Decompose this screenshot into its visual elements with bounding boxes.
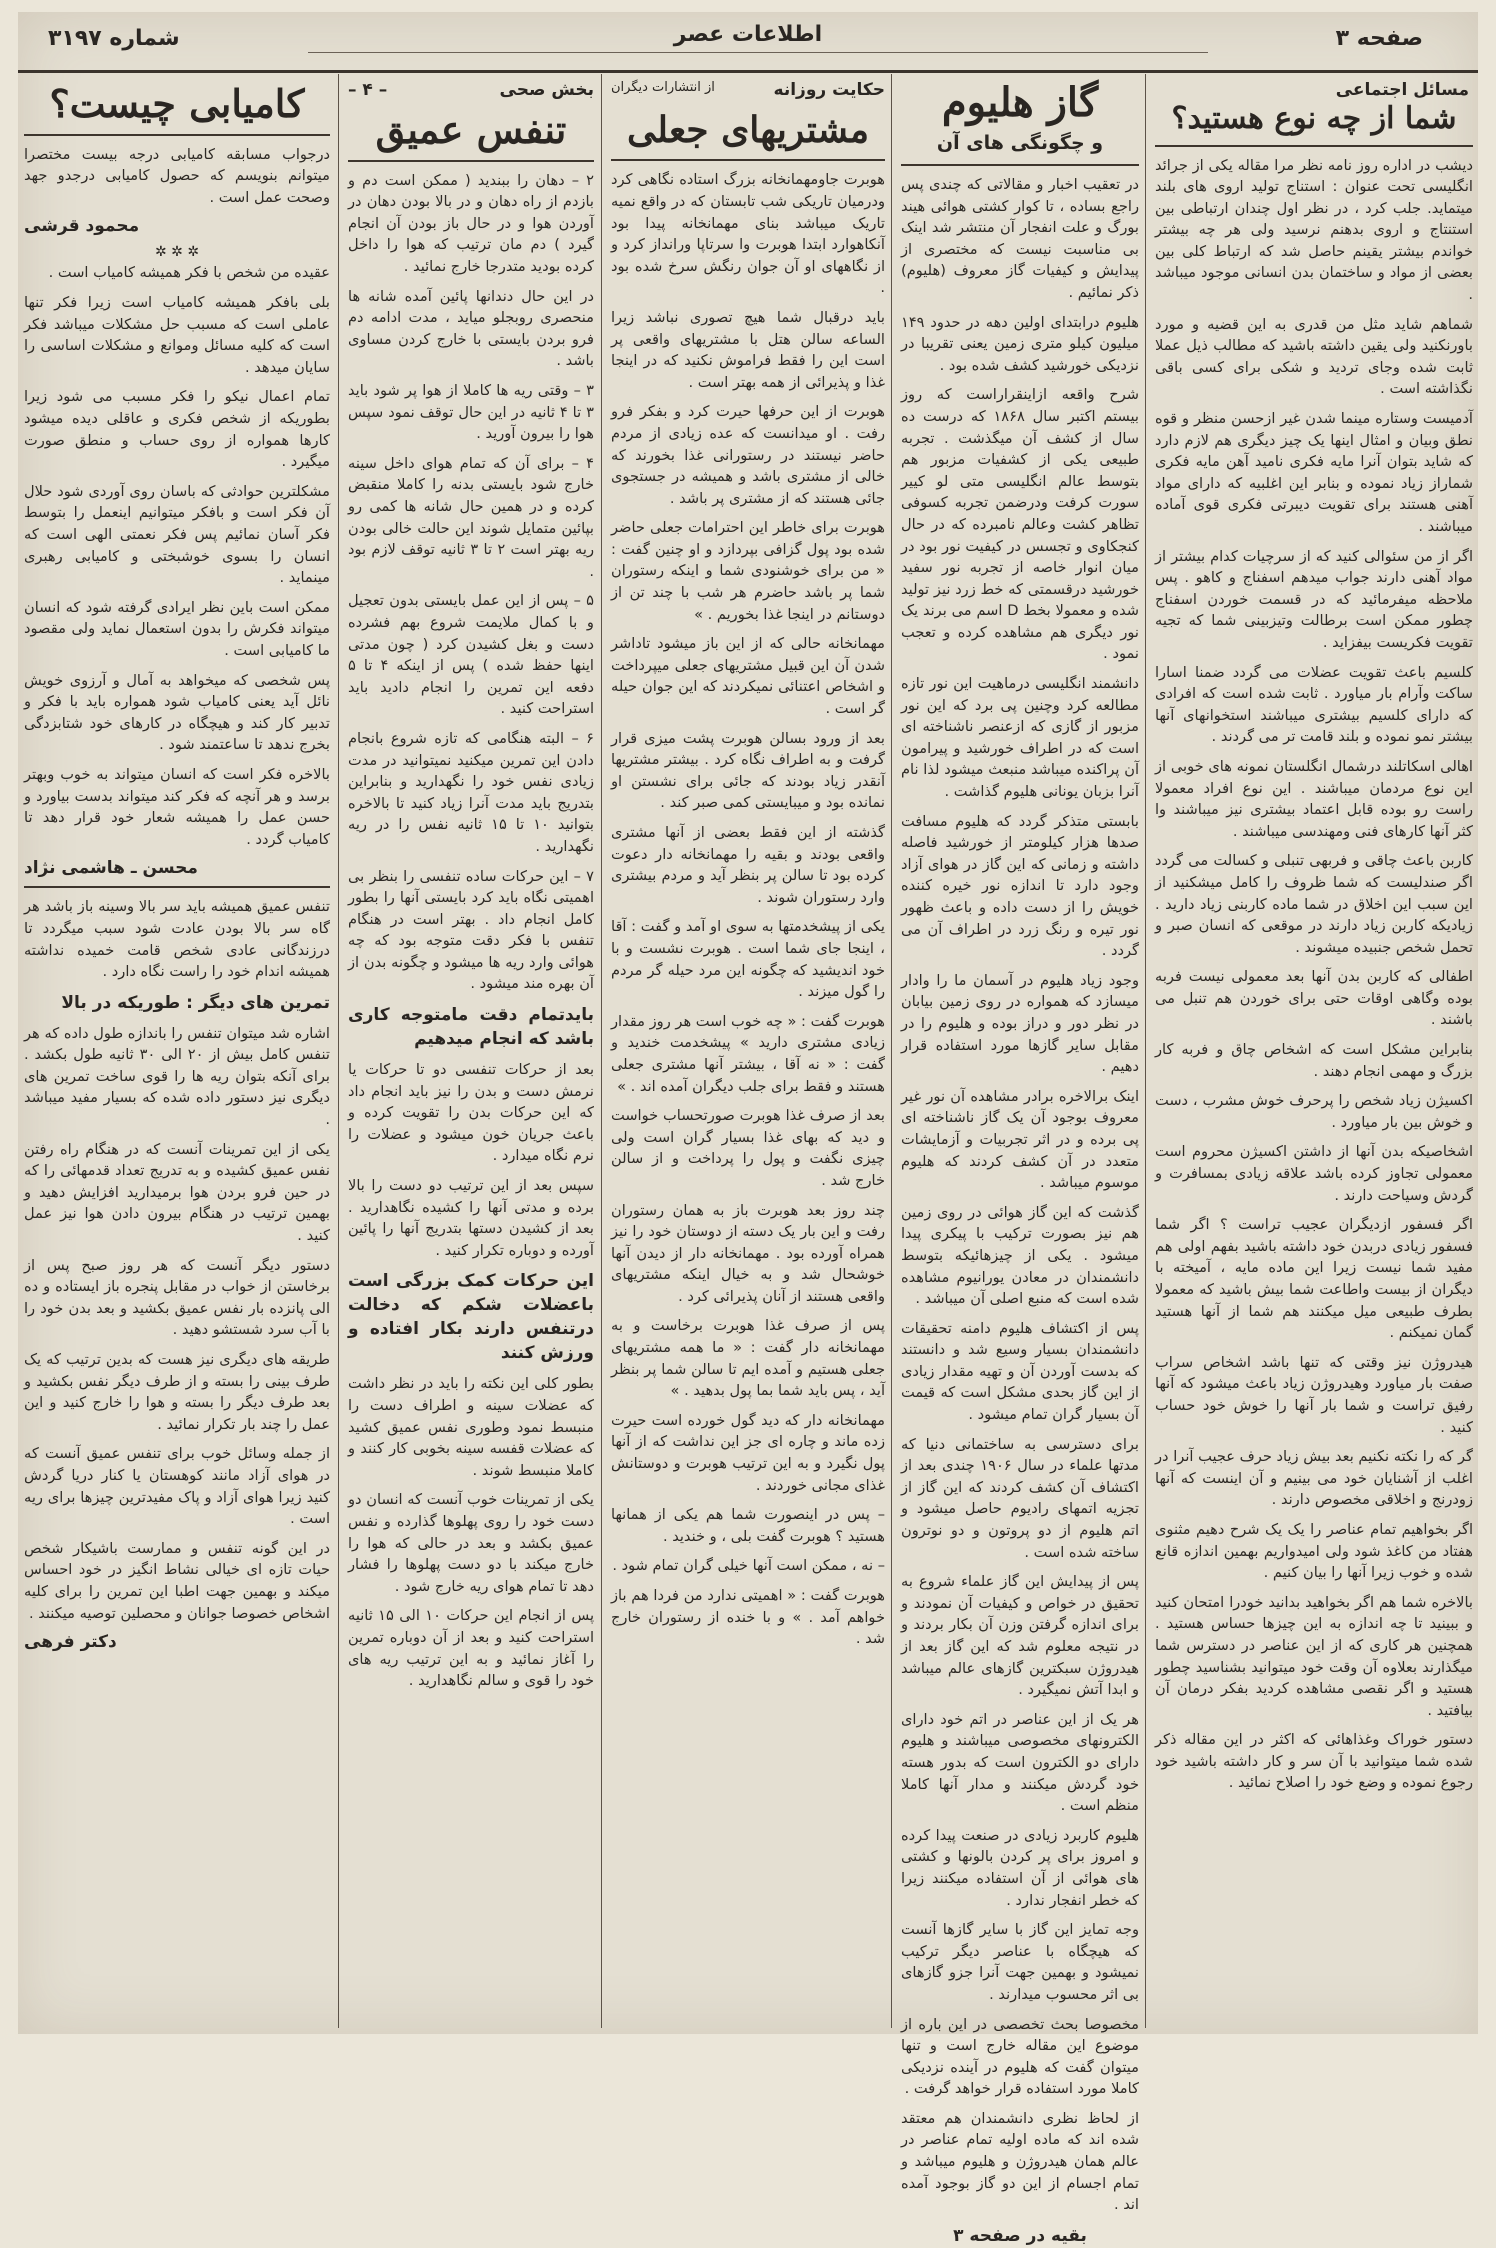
column-rule <box>1145 74 1146 2028</box>
paragraph: کاربن باعث چاقی و فربهی تنبلی و کسالت می گردد اگر صندلیست که شما ظروف را کامل میشکنید از این سبب این اخلاق در شما ماده کاربنی زیاد دارید . زیادیکه کاربن زیاد دارند در موقعی که انسان صبر و تحمل شخص جنبیده میشوند . <box>1155 852 1473 956</box>
paragraph: دانشمند انگلیسی درماهیت این نور تازه مطالعه کرد وچنین پی برد که این نور مزبور از گازی که ازعنصر ناشناخته ای است که در اطراف خورشید و پیرامون آن پراکنده میباشد منبعث میشود لذا نام آنرا بزبان یونانی هلیوم گذاشت . <box>901 675 1139 801</box>
paragraph: عقیده من شخص با فکر همیشه کامیاب است . <box>48 264 330 282</box>
article-headline: شما از چه نوع هستید؟ <box>1171 101 1457 136</box>
article-social-issues <box>1155 74 1473 2028</box>
divider <box>1155 145 1473 147</box>
author-byline: دکتر فرهی <box>24 1632 117 1653</box>
paragraph: برای دسترسی به ساختمانی دنیا که مدتها علماء در سال ۱۹۰۶ چندی بعد از اکتشاف آن کشف کردند که این گاز از تجزیه اتمهای رادیوم حاصل میشود و اتم هلیوم از دو پروتون و دو نوترون ساخته شده است . <box>901 1435 1139 1561</box>
column-rule <box>891 74 892 2028</box>
paragraph: مهمانخانه دار که دید گول خورده است حیرت زده ماند و چاره ای جز این نداشت که از آنها پول نگیرد و به این ترتیب هوبرت و دوستانش غذای مجانی خوردند . <box>611 1411 885 1494</box>
paragraph: وجه تمایز این گاز با سایر گازها آنست که هیچگاه با عناصر دیگر ترکیب نمیشود و بهمین جهت آنرا جزو گازهای بی اثر محسوب میدارند . <box>901 1921 1139 2003</box>
article-headline: کامیابی چیست؟ <box>49 81 305 126</box>
paragraph: – پس در اینصورت شما هم یکی از همانها هستید ؟ هوبرت گفت بلی ، و خندید . <box>611 1506 885 1545</box>
divider <box>901 164 1139 166</box>
paragraph: هلیوم کاربرد زیادی در صنعت پیدا کرده و امروز برای پر کردن بالونها و کشتی های هوائی از آن استفاده میکنند زیرا که خطر انفجار ندارد . <box>901 1826 1139 1909</box>
paragraph: – نه ، ممکن است آنها خیلی گران تمام شود . <box>612 1557 885 1575</box>
author-byline: محسن ـ هاشمی نژاد <box>24 858 198 879</box>
section-kicker: بخش صحی <box>499 80 594 100</box>
paragraph: پس از صرف غذا هوبرت برخاست و به مهمانخانه دار گفت : « ما همه مشتریهای جعلی هستیم و آمده ایم تا سالن شما پر بنظر آید ، پس باید شما بما پول بدهید . » <box>611 1317 885 1400</box>
paragraph: مخصوصا بحث تخصصی در این باره از موضوع این مقاله خارج است و تنها میتوان گفت که هلیوم در آینده نزدیکی کاملا مورد استفاده قرار خواهد گرفت . <box>901 2015 1139 2098</box>
paragraph: ممکن است باین نظر ایرادی گرفته شود که انسان میتواند فکرش را بدون استعمال نماید ولی مقصود ما کامیابی است . <box>24 598 330 659</box>
masthead <box>18 12 1478 73</box>
paragraph: هیدروژن نیز وقتی که تنها باشد اشخاص سراب صفت بار میاورد وهیدروژن زیاد باعث میشود که آنها رفیق تراست و شما بار آنها را خوش خود حساب کنید . <box>1155 1353 1473 1436</box>
paragraph: مهمانخانه حالی که از این باز میشود تاداشر شدن آن این قبیل مشتریهای جعلی میپرداخت و اشخاص اعتنائی نمیکردند که این جوان حیله گر است . <box>611 635 885 718</box>
paragraph: پس شخصی که میخواهد به آمال و آرزوی خویش نائل آید یعنی کامیاب شود همواره باید با فکر و تدبیر کار کند و هیچگاه در کارهای خود شتابزدگی بخرج ندهد تا ساعتمند شود . <box>24 671 330 754</box>
paragraph: شماهم شاید مثل من قدری به این قضیه و مورد باورنکنید ولی یقین داشته باشید که مطالب ذیل عملا ثابت شده وجای تردید و شکی برای کسی باقی نگذاشته است . <box>1155 315 1473 398</box>
paragraph: ۴ – برای آن که تمام هوای داخل سینه خارج شود بایستی بدنه را کاملا منقبض کرده و در همین حال شانه ها کمی رو بپائین متمایل شوند این حالت خالی بودن ریه بهتر است ۲ تا ۳ ثانیه توقف لازم بود . <box>348 454 594 580</box>
ornament: ✲ ✲ ✲ <box>154 244 200 261</box>
paragraph: یکی از این تمرینات آنست که در هنگام راه رفتن نفس عمیق کشیده و به تدریج تعداد قدمهائی را که در حین فرو بردن هوا برمیدارید افزایش دهید و بهمین ترتیب در هنگام بیرون دادن هوا نیز عمل کنید . <box>24 1140 330 1245</box>
author-byline: محمود قرشی <box>24 216 140 237</box>
paragraph: بابستی متذکر گردد که هلیوم مسافت صدها هزار کیلومتر از خورشید فاصله داشته و زمانی که این گاز در هوای آزاد وجود دارد تا اندازه نور خیره کننده خویش را از دست داده و باعث ظهور نور تیره و رنگ زرد در اطراف آن می گردد . <box>901 812 1139 960</box>
paragraph: هوبرت گفت : « چه خوب است هر روز مقدار زیادی مشتری دارید » پیشخدمت خندید و گفت : « نه آقا ، بیشتر آنها مشتری جعلی هستند و فقط برای جلب دیگران آمده اند . » <box>611 1012 885 1095</box>
paragraph: هوبرت از این حرفها حیرت کرد و بفکر فرو رفت . او میدانست که عده زیادی از مردم حاضر نیستند در رستورانی غذا بخورند که خالی از مشتری باشد و همیشه در جستجوی جائی هستند که از مشتری پر باشد . <box>611 403 885 507</box>
article-fake-customers <box>611 74 885 2028</box>
paragraph: گذشت که این گاز هوائی در روی زمین هم نیز بصورت ترکیب با پیکری پیدا میشود . یکی از چیزهائیکه بتوسط دانشمندان در معادن یورانیوم مشاهده شده است که منبع اصلی آن میباشد . <box>901 1203 1139 1308</box>
paragraph: در تعقیب اخبار و مقالاتی که چندی پس راجع بساده ، تا کوار کشتی هوائی هیند بورگ و علت انفجار آن منتشر شد اینک بی مناسبت نیست که مختصری از پیدایش و کیفیات گاز معروف (هلیوم) ذکر نمائیم . <box>901 176 1139 301</box>
paragraph: طریقه های دیگری نیز هست که بدین ترتیب که یک طرف بینی را بسته و از طرف دیگر نفس بکشید و بعد طرف دیگر را بسته و هوا را خارج کنید و این عمل را چند بار تکرار نمائید . <box>24 1351 330 1433</box>
paragraph: بعد از صرف غذا هوبرت صورتحساب خواست و دید که بهای غذا بسیار گران است ولی چیزی نگفت و پول را پرداخت و از سالن خارج شد . <box>611 1107 885 1189</box>
paragraph: اشخاصیکه بدن آنها از داشتن اکسیژن محروم است معمولی تجاوز کرده باشد علاقه زیادی بمسافرت و گردش وسیاحت دارند . <box>1155 1143 1473 1204</box>
source-note: از انتشارات دیگران <box>611 80 715 95</box>
paragraph: تنفس عمیق همیشه باید سر بالا وسینه باز باشد هر گاه سر بالا بودن عادت شود سبب میگردد تا درزندگانی عادی شخص قامت خمیده نداشته همیشه اندام خود را راست نگاه دارد . <box>24 898 330 981</box>
paper-name: اطلاعات عصر <box>673 22 823 47</box>
paragraph: بطور کلی این نکته را باید در نظر داشت که عضلات سینه و اطراف دست را منبسط نمود وطوری نفس عمیق کشید که عضلات قفسه سینه بخوبی کار کنند و کاملا منبسط شوند . <box>348 1375 594 1479</box>
article-success <box>24 74 330 2028</box>
article-helium <box>901 74 1139 2246</box>
article-headline: مشتریهای جعلی <box>627 109 869 151</box>
paragraph: تمام اعمال نیکو را فکر مسبب می شود زیرا بطوریکه از شخص فکری و عاقلی دیده میشود کارها همواره از روی حساب و منطق صورت میگیرد . <box>24 388 330 471</box>
paragraph: هوبرت برای خاطر این احترامات جعلی حاضر شده بود پول گزافی بپردازد و او چنین گفت : « من برای خوشنودی شما و اینکه رستوران شما پر باشد حاضرم هر شب با چند تن از دوستانم در اینجا غذا بخوریم . » <box>611 519 885 623</box>
paragraph: یکی از پیشخدمتها به سوی او آمد و گفت : آقا ، اینجا جای شما است . هوبرت نشست و با خود اندیشید که چگونه این مرد حیله گر مردم را گول میزند . <box>611 918 885 1001</box>
paragraph: در این حال دندانها پائین آمده شانه ها منحصری روبجلو میاید ، مدت ادامه دم فرو بردن بایستی با خارج کردن مساوی باشد . <box>348 287 594 370</box>
paragraph: در این گونه تنفس و ممارست باشیکار شخص حیات تازه ای خیالی نشاط انگیز در خود احساس میکند و بهمین جهت اطبا این تمرین را برای کلیه اشخاص خصوصا جوانان و محصلین توصیه میکنند . <box>24 1539 330 1622</box>
paragraph: باید درقبال شما هیچ تصوری نباشد زیرا الساعه سالن هتل با مشتریهای واقعی پر است این را فقط فراموش نکنید که در اینجا غذا و پذیرائی از همه بهتر است . <box>611 308 885 391</box>
divider <box>611 159 885 161</box>
paragraph: بعد از حرکات تنفسی دو تا حرکات یا نرمش دست و بدن را نیز باید انجام داد که این حرکات بدن را تقویت کرده و باعث جریان خون میشود و عضلات را نرم نگاه میدارد . <box>348 1061 594 1165</box>
paragraph: پس از پیدایش این گاز علماء شروع به تحقیق در خواص و کیفیات آن نمودند و برای اندازه گرفتن وزن آن بکار بردند و در نتیجه معلوم شد که این گاز بعد از هیدروژن سبکترین گازهای عالم میباشد و ابدا آتش نمیگیرد . <box>901 1573 1139 1699</box>
paragraph: گذشته از این فقط بعضی از آنها مشتری واقعی بودند و بقیه را مهمانخانه دار دعوت کرده بود تا سالن پر بنظر آید و مردم بیشتری وارد رستوران شوند . <box>611 824 885 906</box>
divider <box>348 160 594 162</box>
article-headline: تنفس عمیق <box>375 107 567 152</box>
paragraph: اگر از من سئوالی کنید که از سرچیات کدام بیشتر از مواد آهنی دارند جواب میدهم اسفناج و کاهو . پس ملاحظه میفرمائید که در قسمت خوردن اسفناج چطور ممکن است برطالت وتیزبینی شما که تجیه تقویت فکریست بیفزاید . <box>1155 547 1473 651</box>
paragraph: دستور دیگر آنست که هر روز صبح پس از برخاستن از خواب در مقابل پنجره باز ایستاده و ده الی پانزده بار نفس عمیق بکشید و بعد بدن خود را با آب سرد شستشو دهید . <box>24 1256 330 1339</box>
paragraph: اگر بخواهیم تمام عناصر را یک یک شرح دهیم مثنوی هفتاد من کاغذ شود ولی امیدواریم بهمین اندازه قانع شده و خوب زیرا آنها را بیان کنیم . <box>1155 1520 1473 1582</box>
paragraph: چند روز بعد هوبرت باز به همان رستوران رفت و این بار یک دسته از دوستان خود را نیز همراه آورده بود . مهمانخانه دار از دیدن آنها خوشحال شد و به خیال اینکه مشتریهای واقعی هستند از آنان پذیرائی کرد . <box>611 1201 885 1305</box>
page-label: صفحه ۳ <box>1335 26 1423 51</box>
paragraph: ۵ – پس از این عمل بایستی بدون تعجیل و با کمال ملایمت شروع بهم فشرده دست و بغل کشیدن کرد ( چون مدتی اینها حفظ شده ) پس از اینکه ۴ تا ۵ دفعه این تمرین را انجام دادید باید استراحت کنید . <box>348 592 594 718</box>
paragraph: سپس بعد از این ترتیب دو دست را بالا برده و مدتی آنها را کشیده نگاهدارید . بعد از کشیدن دستها بتدریج آنها را پائین آورده و دوباره تکرار کنید . <box>348 1177 594 1259</box>
section-kicker: مسائل اجتماعی <box>1335 80 1469 100</box>
emphasis-text: بایدتمام دقت مامتوجه کاری باشد که انجام میدهیم <box>348 1005 594 1050</box>
paragraph: وجود زیاد هلیوم در آسمان ما را وادار میسازد که همواره در روی زمین بیابان در نظر دور و دراز بوده و هلیوم را در مقابل سایر گازها مورد استفاده قرار دهیم . <box>901 971 1139 1076</box>
paragraph: کلسیم باعث تقویت عضلات می گردد ضمنا اسارا ساکت وآرام بار میاورد . ثابت شده است که افرادی که دارای کلسیم بیشتری میباشند استخوانهای آنها بیشتر نمو نموده و بلند قامت تر می گردند . <box>1155 663 1473 746</box>
divider <box>24 134 330 136</box>
subheading: تمرین های دیگر : طوریکه در بالا <box>61 992 330 1013</box>
column-rule <box>601 74 602 2028</box>
paragraph: ۶ – البته هنگامی که تازه شروع بانجام دادن این تمرین میکنید نمیتوانید در مدت زیادی نفس خود را نگهدارید و بنابراین بتدریج باید مدت آنرا زیاد کنید تا بالاخره بتوانید ۱۰ تا ۱۵ ثانیه نفس را در ریه نگهدارید . <box>348 729 594 855</box>
paragraph: شرح واقعه ازاینقراراست که روز بیستم اکتبر سال ۱۸۶۸ که درست ده سال از کشف آن میگذشت . تجربه طبیعی یکی از کشفیات مزبور هم بتوسط عالم انگلیسی متی لو کییر سورت کرفت ودرضمن تجربه کسوفی تظاهر کشت وعالم نامبرده که در حال کنجکاوی و تجسس در کیفیت نور بود در میان انوار خاصه از تجربه نور سفید خورشید درقسمتی که خط زرد نیز تولید شده و معمولا بخط D اسم می برند یک نور دیگری هم مشاهده کرده و تعجب نمود . <box>901 386 1139 663</box>
paragraph: دیشب در اداره روز نامه نظر مرا مقاله یکی از جرائد انگلیسی تحت عنوان : استناج تولید اروی های بلند میتماید. جلب کرد ، در نظر اول چندان ارتباطی بین استنتاج و اروی بدهنم نرسید ولی هر چه بیشتر خواندم بیشتر یقینم حاصل شد که ارتباط کلی بین بعضی از مواد و ساختمان بدن انسانی موجود میباشد . <box>1155 156 1473 304</box>
section-kicker: حکایت روزانه <box>773 80 885 100</box>
continued-notice: بقیه در صفحه ۳ <box>953 2225 1087 2246</box>
paragraph: پس از انجام این حرکات ۱۰ الی ۱۵ ثانیه استراحت کنید و بعد از آن دوباره تمرین را آغاز نمائید و به این ترتیب ریه های خود را قوی و سالم نگاهدارید . <box>348 1607 595 1690</box>
paragraph: مشکلترین حوادثی که باسان روی آوردی شود حلال آن فکر است و بافکر میتوانیم اینعمل را بتوسط فکر آسان نمائیم پس فکر نعمتی الهی است که انسان را بسوی خوشبختی و کامیابی رهبری مینماید . <box>24 482 330 587</box>
article-subheadline: و چگونگی های آن <box>936 132 1104 154</box>
paragraph: بالاخره فکر است که انسان میتواند به خوب وبهتر برسد و هر آنچه که فکر کند میتواند بدست بیاورد و حسن عمل را همیشه شعار خود قرار دهد تا کامیاب گردد . <box>24 765 330 848</box>
paragraph: اطفالی که کاربن بدن آنها بعد معمولی نیست فربه بوده وگاهی اوقات حتی برای خوردن هم تنبل می باشند . <box>1155 968 1473 1029</box>
paragraph: اینک برالاخره برادر مشاهده آن نور غیر معروف بوجود آن یک گاز ناشناخته ای پی برده و در اثر تجربیات و آزمایشات متعدد در آن کشف کردند که هلیوم موسوم میباشد . <box>901 1087 1139 1192</box>
paragraph: ۳ – وقتی ریه ها کاملا از هوا پر شود باید ۳ تا ۴ ثانیه در این حال توقف نمود سپس هوا را بیرون آورید . <box>348 382 594 443</box>
emphasis-text: این حرکات کمک بزرگی است باعضلات شکم که دخالت درتنفس دارند بکار افتاده و ورزش کنند <box>348 1271 594 1364</box>
divider <box>24 886 330 888</box>
paragraph: از لحاظ نظری دانشمندان هم معتقد شده اند که ماده اولیه تمام عناصر در عالم همان هیدروژن و هلیوم میباشد و تمام اجسام از این دو گاز بوجود آمده اند . <box>901 2109 1139 2214</box>
article-headline: گاز هلیوم <box>941 79 1099 126</box>
paragraph: ۲ – دهان را ببندید ( ممکن است دم و بازدم از راه دهان و در بالا بودن دهان در آوردن هوا و در حال باز بودن آن انجام گیرد ) دم مان ترتیب که هوا را داخل کرده بودید متدرجا خارج نمائید . <box>348 171 594 276</box>
paragraph: ۷ – این حرکات ساده تنفسی را بنظر بی اهمیتی نگاه باید کرد بایستی آنها را بطور کامل انجام داد . بهتر است در هنگام تنفس با فکر دقت متوجه بود که چه هوائی وارد ریه ها میشود و چگونه بدن از آن بهره مند میشود . <box>348 867 594 993</box>
paragraph: بنابراین مشکل است که اشخاص چاق و فربه کار بزرگ و مهمی انجام دهند . <box>1155 1041 1473 1080</box>
paragraph: هلیوم درابتدای اولین دهه در حدود ۱۴۹ میلیون کیلو متری زمین یعنی تقریبا در نزدیکی خورشید کشف شده بود . <box>901 313 1139 374</box>
paragraph: اگر فسفور ازدیگران عجیب تراست ؟ اگر شما فسفور زیادی دربدن خود داشته باشید بفهم اولی هم مفید شما نیست زیرا این ماده مایه ، آمیخته با دیگران از بیست واطاعت شما بیش باشید که معمولا بطرف طبیعی میل میکنند هم شما از آنها هستید گمان نمیکنم . <box>1155 1216 1473 1342</box>
paragraph: آدمیست وستاره مینما شدن غیر ازحسن منظر و قوه نطق وبیان و امثال اینها یک چیز دیگری هم لازم دارد که شاید بتوان آنرا مایه فکری نامید آهن مایه فکری شماراز زیاد نموده و بنابر این اغلبیه که دارای مواد آهنی هستند برای تقویت دیبرتی فکری قوی آماده میباشند . <box>1155 410 1473 535</box>
paragraph: اشاره شد میتوان تنفس را باندازه طول داده که هر تنفس کامل بیش از ۲۰ الی ۳۰ ثانیه طول بکشد . برای آنکه بتوان ریه ها را قوی ساخت تمرین های دیگری نیز دستور داده شده که بسیار مفید میباشد . <box>24 1024 330 1129</box>
kicker-row <box>611 80 885 100</box>
paragraph: اهالی اسکاتلند درشمال انگلستان نمونه های خوبی از این نوع مردمان میباشند . این نوع افراد معمولا راست رو بوده قابل اعتماد بیشتری نیز میباشند وا کثر آنها کارهای فنی ومهندسی میباشند . <box>1155 757 1473 840</box>
paragraph: از جمله وسائل خوب برای تنفس عمیق آنست که در هوای آزاد مانند کوهستان یا کنار دریا گردش کنید زیرا هوای آزاد و پاک مفیدترین چیزها برای ریه است . <box>24 1445 330 1528</box>
paragraph: بلی بافکر همیشه کامیاب است زیرا فکر تنها عاملی است که مسبب حل مشکلات میباشد فکر است که کلیه مسائل وموانع و مشکلات اساسی را سایان میدهد . <box>24 294 330 376</box>
article-deep-breathing <box>348 74 594 2028</box>
paragraph: بالاخره شما هم اگر بخواهید بدانید خودرا امتحان کنید و ببینید تا چه اندازه به این چیزها حساس هستید . همچنین هر کاری که از این عناصر در دسترس شما میگذارند بعلاوه آن وقت خود میتوانید بشناسید چطور هستید و اگر نقصی مشاهده کردید بفکر درمان آن بیافتید . <box>1155 1593 1473 1719</box>
paragraph: هوبرت گفت : « اهمیتی ندارد من فردا هم باز خواهم آمد . » و با خنده از رستوران خارج شد . <box>611 1587 885 1648</box>
paragraph: اکسیژن زیاد شخص را پرحرف خوش مشرب ، دست و خوش بین بار میاورد . <box>1155 1092 1473 1131</box>
masthead-rule <box>308 52 1208 53</box>
paragraph: یکی از تمرینات خوب آنست که انسان دو دست خود را روی پهلوها گذارده و نفس عمیق بکشد و بعد در حالی که هوا را خارج میکند با دو دست پهلوها را فشار دهد تا تمام هوای ریه خارج شود . <box>348 1491 594 1595</box>
paragraph: هر یک از این عناصر در اتم خود دارای الکترونهای مخصوصی میباشند و هلیوم دارای دو الکترون است که بدور هسته خود گردش میکنند و مدار آنها کاملا منظم است . <box>901 1710 1139 1815</box>
paragraph: دستور خوراک وغذاهائی که اکثر در این مقاله ذکر شده شما میتوانید با آن سر و کار داشته باشید خود رجوع نموده و وضع خود را اصلاح نمائید . <box>1155 1731 1473 1792</box>
column-rule <box>338 74 339 2028</box>
paragraph: گر که را نکته نکنیم بعد بیش زیاد حرف عجیب آنرا در اغلب از آشنایان خود می بینیم و آن اینست که آنها زودرنج و اخلاقی مخصوص دارند . <box>1155 1448 1473 1509</box>
paragraph: درجواب مسابقه کامیابی درجه بیست مختصرا میتوانم بنویسم که حصول کامیابی درجدو جهد وصحت عمل است . <box>24 145 330 206</box>
paragraph: بعد از ورود بسالن هوبرت پشت میزی قرار گرفت و به اطراف نگاه کرد . بیشتر مشتریها آنقدر زیاد بودند که جائی برای نشستن او نمانده بود و میبایستی کمی صبر کند . <box>611 729 885 812</box>
newspaper-page <box>18 12 1478 2246</box>
kicker-row <box>348 80 594 100</box>
paragraph: هوبرت جاومهمانخانه بزرگ استاده نگاهی کرد ودرمیان تاریکی شب تابستان که در واقع نمیه تاریک میباشد بنای مهمانخانه پیدا بود آنکاهوارد ابتدا هوبرت وا سرتاپا ورانداز کرد و از نگاههای او آن جوان رنگش سرخ شده بود . <box>611 171 885 297</box>
paragraph: پس از اکتشاف هلیوم دامنه تحقیقات دانشمندان بسیار وسیع شد و دانستند که بدست آوردن آن و تهیه مقدار زیادی از این گاز بحدی مشکل است که قیمت آن بسیار گران تمام میشود . <box>901 1319 1139 1424</box>
issue-number: شماره ۳۱۹۷ <box>48 26 180 51</box>
article-part-number: – ۴ – <box>348 80 388 100</box>
